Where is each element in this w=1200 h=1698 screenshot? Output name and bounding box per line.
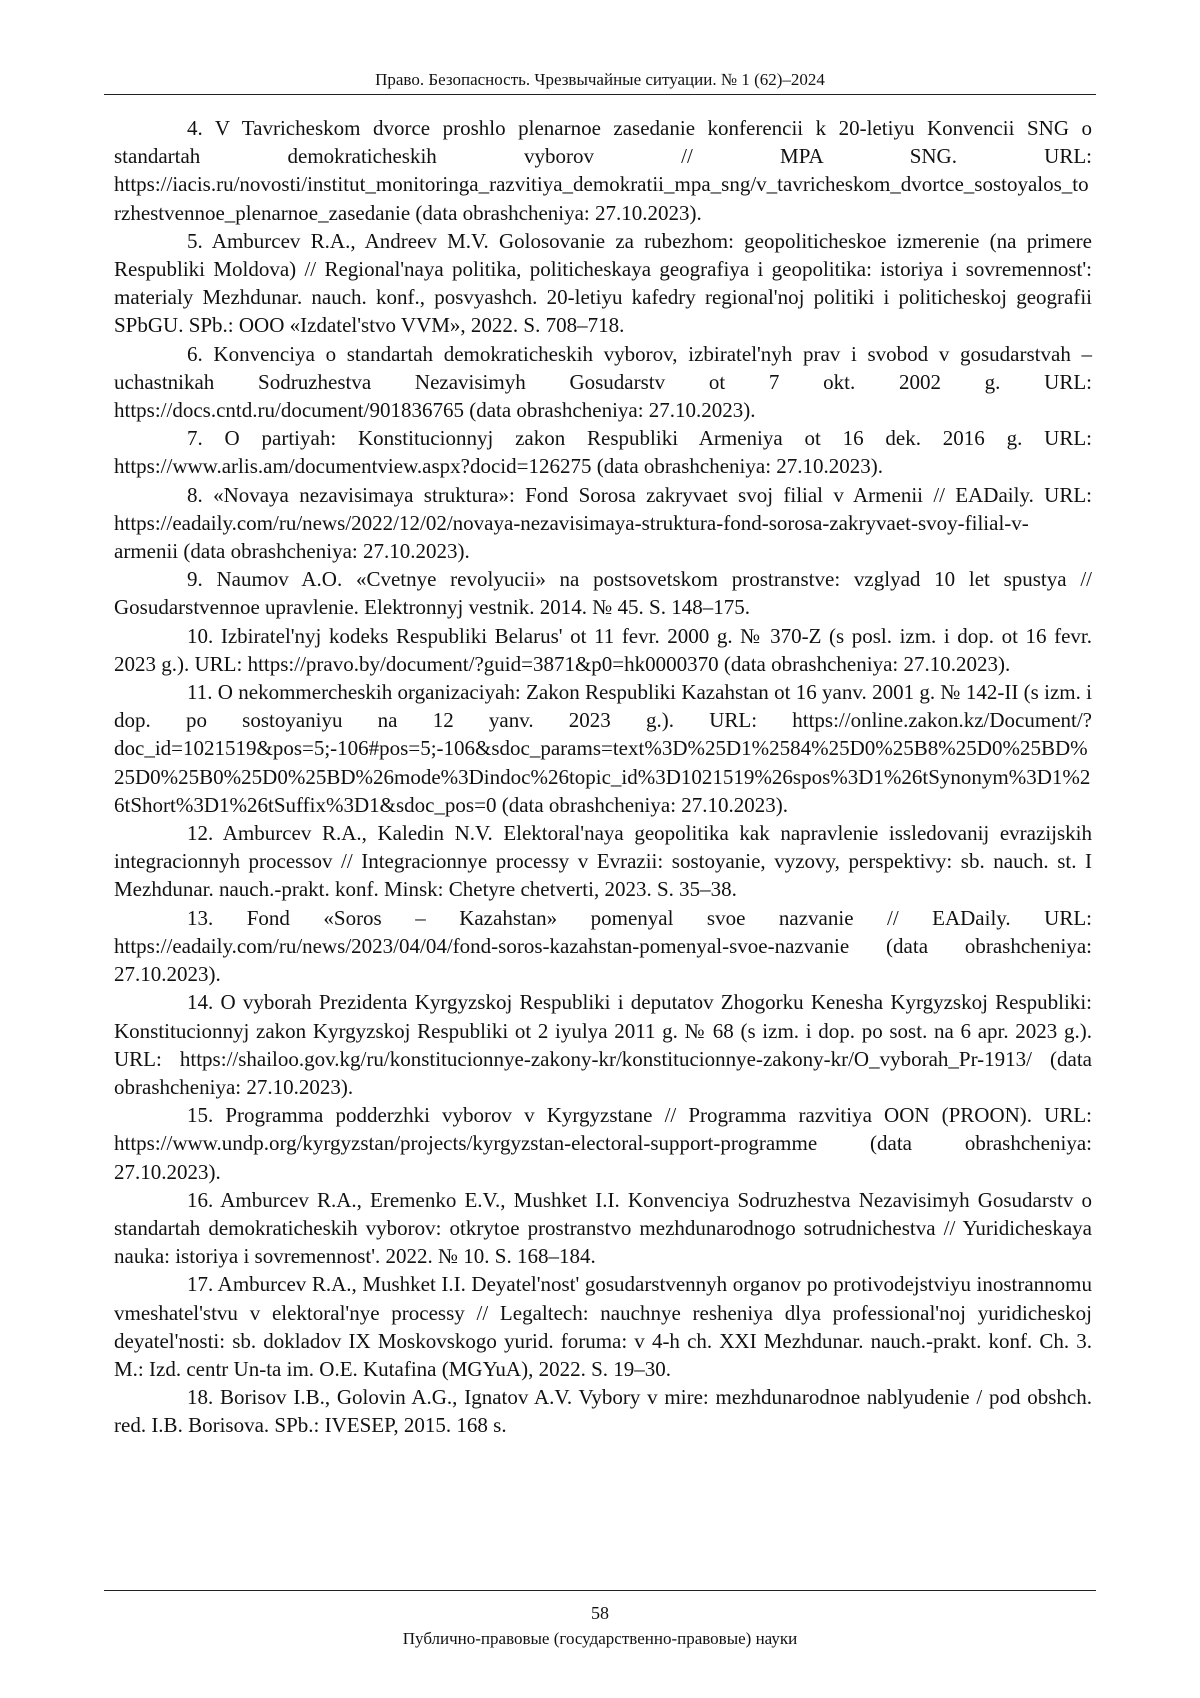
reference-item: 4. V Tavricheskom dvorce proshlo plenarnoe zasedanie konferencii k 20-letiyu Konvencii SNG o standartah demokraticheskih vyborov // MPA SNG. URL: https://iacis.ru/novosti/institut_monitoringa_razvitiya_demokratii_mpa_sng/v_tavricheskom_dvortce_sostoyalos_torzhestvennoe_plenarnoe_zasedanie (data obrashcheniya: 27.10.2023). [114, 116, 1092, 225]
page-number: 58 [591, 1603, 609, 1623]
running-footer: Публично-правовые (государственно-правовые) науки [402, 1629, 798, 1648]
reference-item: 13. Fond «Soros – Kazahstan» pomenyal svoe nazvanie // EADaily. URL: https://eadaily.com/ru/news/2023/04/04/fond-soros-kazahstan-pomenyal-svoe-nazvanie (data obrashcheniya: 27.10.2023). [114, 905, 1092, 987]
reference-item: 6. Konvenciya o standartah demokraticheskih vyborov, izbiratel'nyh prav i svobod v gosudarstvah – uchastnikah Sodruzhestva Nezavisimyh Gosudarstv ot 7 okt. 2002 g. URL: https://docs.cntd.ru/document/901836765 (data obrashcheniya: 27.10.2023). [114, 341, 1092, 423]
reference-item: 12. Amburcev R.A., Kaledin N.V. Elektoral'naya geopolitika kak napravlenie issledovanij evrazijskih integracionnyh processov // Integracionnye processy v Evrazii: sostoyanie, vyzovy, perspektivy: sb. nauch. st. I Mezhdunar. nauch.-prakt. konf. Minsk: Chetyre chetverti, 2023. S. 35–38. [114, 821, 1092, 902]
reference-item: 18. Borisov I.B., Golovin A.G., Ignatov A.V. Vybory v mire: mezhdunarodnoe nablyudenie / pod obshch. red. I.B. Borisova. SPb.: IVESEP, 2015. 168 s. [114, 1385, 1092, 1438]
header-divider [104, 94, 1096, 95]
reference-item: 10. Izbiratel'nyj kodeks Respubliki Belarus' ot 11 fevr. 2000 g. № 370-Z (s posl. izm. i dop. ot 16 fevr. 2023 g.). URL: https://pravo.by/document/?guid=3871&p0=hk0000370 (data obrashcheniya: 27.10.2023). [114, 623, 1092, 676]
reference-item: 14. O vyborah Prezidenta Kyrgyzskoj Respubliki i deputatov Zhogorku Kenesha Kyrgyzskoj Respubliki: Konstitucionnyj zakon Kyrgyzskoj Respubliki ot 2 iyulya 2011 g. № 68 (s izm. i dop. po sost. na 6 apr. 2023 g.). URL: https://shailoo.gov.kg/ru/konstitucionnye-zakony-kr/konstitucionnye-zakony-kr/O_vyborah_Pr-1913/ (data obrashcheniya: 27.10.2023). [114, 990, 1092, 1099]
reference-item: 7. O partiyah: Konstitucionnyj zakon Respubliki Armeniya ot 16 dek. 2016 g. URL: https://www.arlis.am/documentview.aspx?docid=126275 (data obrashcheniya: 27.10.2023). [114, 426, 1092, 479]
reference-item: 15. Programma podderzhki vyborov v Kyrgyzstane // Programma razvitiya OON (PROON). URL: https://www.undp.org/kyrgyzstan/projects/kyrgyzstan-electoral-support-programme (data obrashcheniya: 27.10.2023). [114, 1103, 1092, 1184]
reference-item: 5. Amburcev R.A., Andreev M.V. Golosovanie za rubezhom: geopoliticheskoe izmerenie (na primere Respubliki Moldova) // Regional'naya politika, politicheskaya geografiya i geopolitika: istoriya i sovremennost': materialy Mezhdunar. nauch. konf., posvyashch. 20-letiyu kafedry regional'noj politiki i politicheskoj geografii SPbGU. SPb.: OOO «Izdatel'stvo VVM», 2022. S. 708–718. [114, 228, 1092, 338]
reference-list [114, 114, 1092, 1440]
reference-item: 11. O nekommercheskih organizaciyah: Zakon Respubliki Kazahstan ot 16 yanv. 2001 g. № 142-II (s izm. i dop. po sostoyaniyu na 12 yanv. 2023 g.). URL: https://online.zakon.kz/Document/?doc_id=1021519&pos=5;-106#pos=5;-106&sdoc_params=text%3D%25D1%2584%25D0%25B8%25D0%25BD%25D0%25B0%25D0%25BD%26mode%3Dindoc%26topic_id%3D1021519%26spos%3D1%26tSynonym%3D1%26tShort%3D1%26tSuffix%3D1&sdoc_pos=0 (data obrashcheniya: 27.10.2023). [114, 680, 1092, 817]
reference-item: 16. Amburcev R.A., Eremenko E.V., Mushket I.I. Konvenciya Sodruzhestva Nezavisimyh Gosudarstv o standartah demokraticheskih vyborov: otkrytoe prostranstvo mezhdunarodnogo sotrudnichestva // Yuridicheskaya nauka: istoriya i sovremennost'. 2022. № 10. S. 168–184. [114, 1187, 1092, 1269]
reference-item: 17. Amburcev R.A., Mushket I.I. Deyatel'nost' gosudarstvennyh organov po protivodejstviyu inostrannomu vmeshatel'stvu v elektoral'nye processy // Legaltech: nauchnye resheniya dlya professional'noj yuridicheskoj deyatel'nosti: sb. dokladov IX Moskovskogo yurid. foruma: v 4-h ch. XXI Mezhdunar. nauch.-prakt. konf. Ch. 3. M.: Izd. centr Un-ta im. O.E. Kutafina (MGYuA), 2022. S. 19–30. [114, 1272, 1092, 1381]
reference-item: 8. «Novaya nezavisimaya struktura»: Fond Sorosa zakryvaet svoj filial v Armenii // EADaily. URL: https://eadaily.com/ru/news/2022/12/02/novaya-nezavisimaya-struktura-fond-sorosa-zakryvaet-svoy-filial-v-armenii (data obrashcheniya: 27.10.2023). [114, 482, 1092, 564]
running-header: Право. Безопасность. Чрезвычайные ситуации. № 1 (62)–2024 [375, 70, 825, 89]
footer-divider [104, 1590, 1096, 1591]
reference-item: 9. Naumov A.O. «Cvetnye revolyucii» na postsovetskom prostranstve: vzglyad 10 let spustya // Gosudarstvennoe upravlenie. Elektronnyj vestnik. 2014. № 45. S. 148–175. [114, 567, 1092, 620]
